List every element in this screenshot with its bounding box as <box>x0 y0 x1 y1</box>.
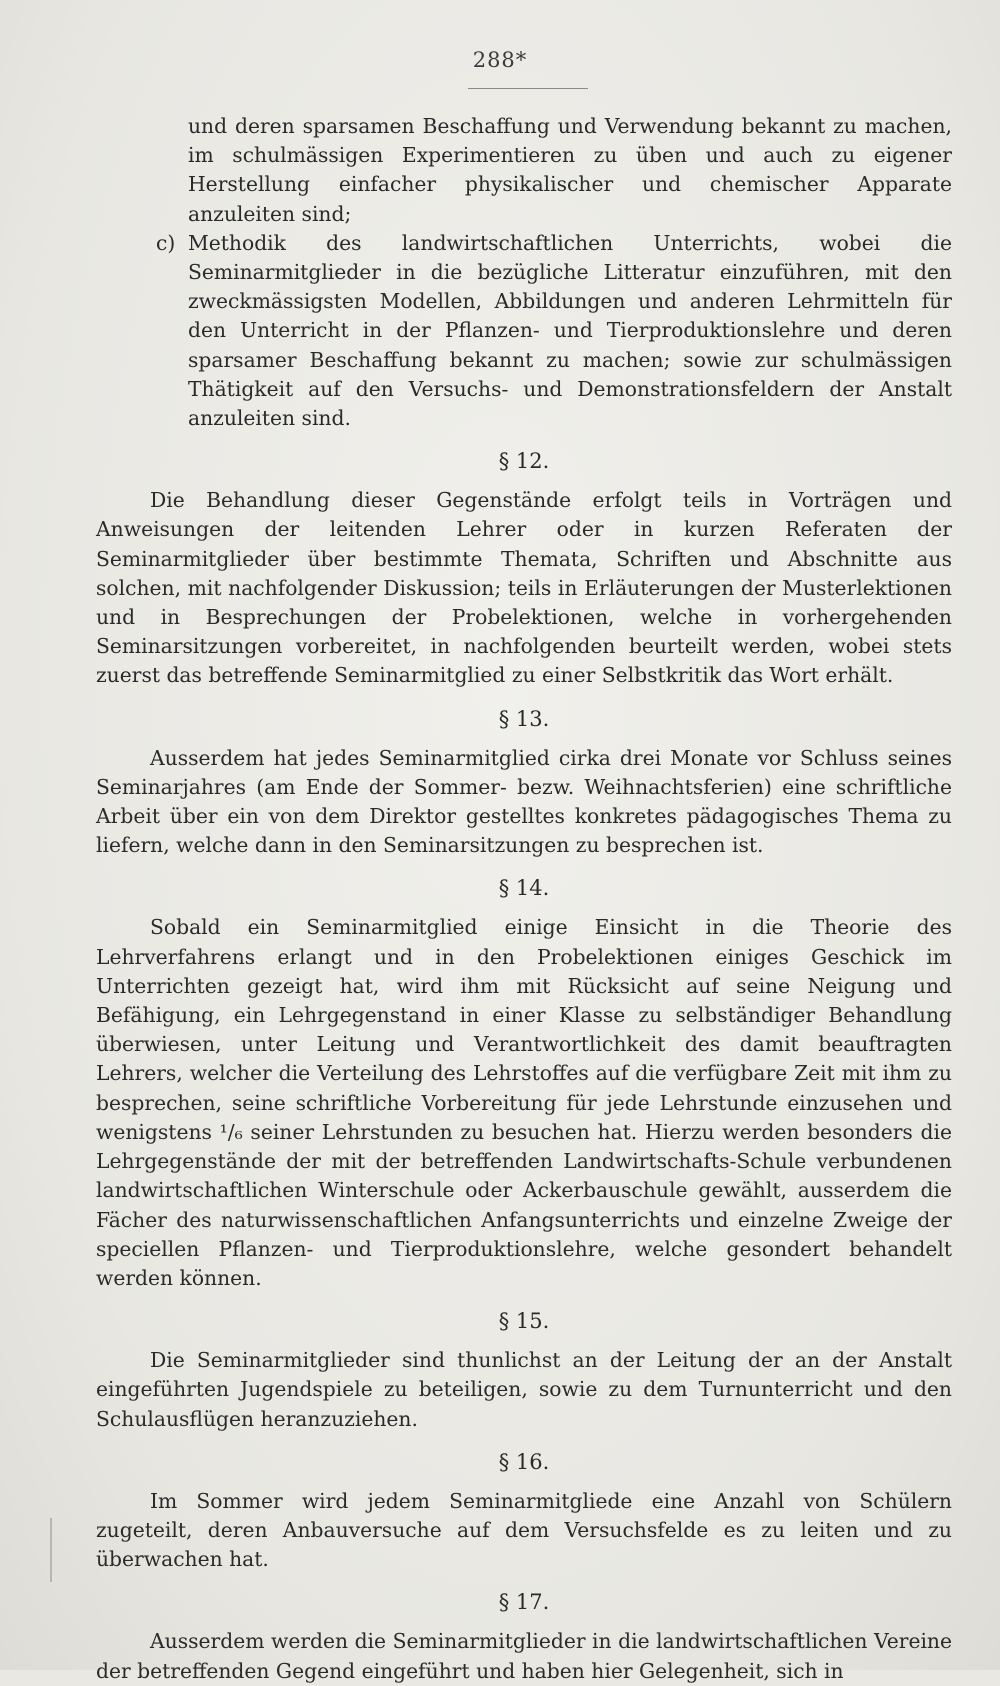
section-text-12: Die Behandlung dieser Gegenstände erfolgt teils in Vorträgen und Anweisungen der leitenden Lehrer oder in kurzen Referaten der Seminarmitglieder über bestimmte Themata, Schriften und Abschnitte aus solchen, mit nachfolgender Diskussion; teils in Erläuterungen der Musterlektionen und in Besprechungen der Probelektionen, welche in vorhergehenden Seminarsitzungen vorbereitet, in nachfolgenden beurteilt werden, wobei stets zuerst das betreffende Seminarmitglied zu einer Selbstkritik das Wort erhält. <box>96 488 952 688</box>
list-item-text: Methodik des landwirtschaftlichen Unterrichts, wobei die Seminarmitglieder in die bezügliche Litteratur einzuführen, mit den zweckmässigsten Modellen, Abbildungen und anderen Lehrmitteln für den Unterricht in der Pflanzen- und Tierproduktionslehre und deren sparsamer Beschaffung bekannt zu machen; sowie zur schulmässigen Thätigkeit auf den Versuchs- und Demonstrationsfeldern der Anstalt anzuleiten sind. <box>188 230 952 431</box>
page-body <box>96 112 952 1686</box>
page-number: 288* <box>472 48 528 72</box>
list-item-marker: c) <box>156 230 176 255</box>
section-heading-15: § 15. <box>498 1309 550 1334</box>
section-text-14: Sobald ein Seminarmitglied einige Einsicht in die Theorie des Lehrverfahrens erlangt und in den Probelektionen einiges Geschick im Unterrichten gezeigt hat, wird ihm mit Rücksicht auf seine Neigung und Befähigung, ein Lehrgegenstand in einer Klasse zu selbständiger Behandlung überwiesen, unter Leitung und Verantwortlichkeit des damit beauftragten Lehrers, welcher die Verteilung des Lehrstoffes auf die verfügbare Zeit mit ihm zu besprechen, seine schriftliche Vorbereitung für jede Lehrstunde einzusehen und wenigstens ¹/₆ seiner Lehrstunden zu besuchen hat. Hierzu werden besonders die Lehrgegenstände der mit der betreffenden Landwirtschafts-Schule verbundenen landwirtschaftlichen Winterschule oder Ackerbauschule gewählt, ausserdem die Fächer des naturwissenschaftlichen Anfangsunterrichts und einzelne Zweige der speciellen Pflanzen- und Tierproduktionslehre, welche gesondert behandelt werden können. <box>96 915 952 1290</box>
section-heading-12: § 12. <box>498 449 550 474</box>
section-heading-16: § 16. <box>498 1449 550 1474</box>
page-header <box>0 48 1000 72</box>
list-item-c <box>96 229 952 433</box>
section-heading-17: § 17. <box>498 1590 550 1615</box>
section-heading-14: § 14. <box>498 876 550 901</box>
header-rule <box>468 88 588 89</box>
section-heading-13: § 13. <box>498 706 550 731</box>
section-text-13: Ausserdem hat jedes Seminarmitglied cirka drei Monate vor Schluss seines Seminarjahres (am Ende der Sommer- bezw. Weihnachtsferien) eine schriftliche Arbeit über ein von dem Direktor gestelltes konkretes pädagogisches Thema zu liefern, welche dann in den Seminarsitzungen zu besprechen ist. <box>96 745 952 858</box>
section-text-15: Die Seminarmitglieder sind thunlichst an der Leitung der an der Anstalt eingeführten Jugendspiele zu beteiligen, sowie zu dem Turnunterricht und den Schulausflügen heranzuziehen. <box>96 1348 952 1431</box>
section-text-17: Ausserdem werden die Seminarmitglieder in die landwirtschaftlichen Vereine der betreffenden Gegend eingeführt und haben hier Gelegenheit, sich in <box>96 1629 952 1683</box>
margin-pencil-mark <box>50 1518 52 1582</box>
section-text-16: Im Sommer wird jedem Seminarmitgliede eine Anzahl von Schülern zugeteilt, deren Anbauversuche auf dem Versuchsfelde es zu leiten und zu überwachen hat. <box>96 1488 952 1572</box>
continuation-paragraph: und deren sparsamen Beschaffung und Verwendung bekannt zu machen, im schulmässigen Experimentieren zu üben und auch zu eigener Herstellung einfacher physikalischer und chemischer Apparate anzuleiten sind; <box>188 114 952 226</box>
